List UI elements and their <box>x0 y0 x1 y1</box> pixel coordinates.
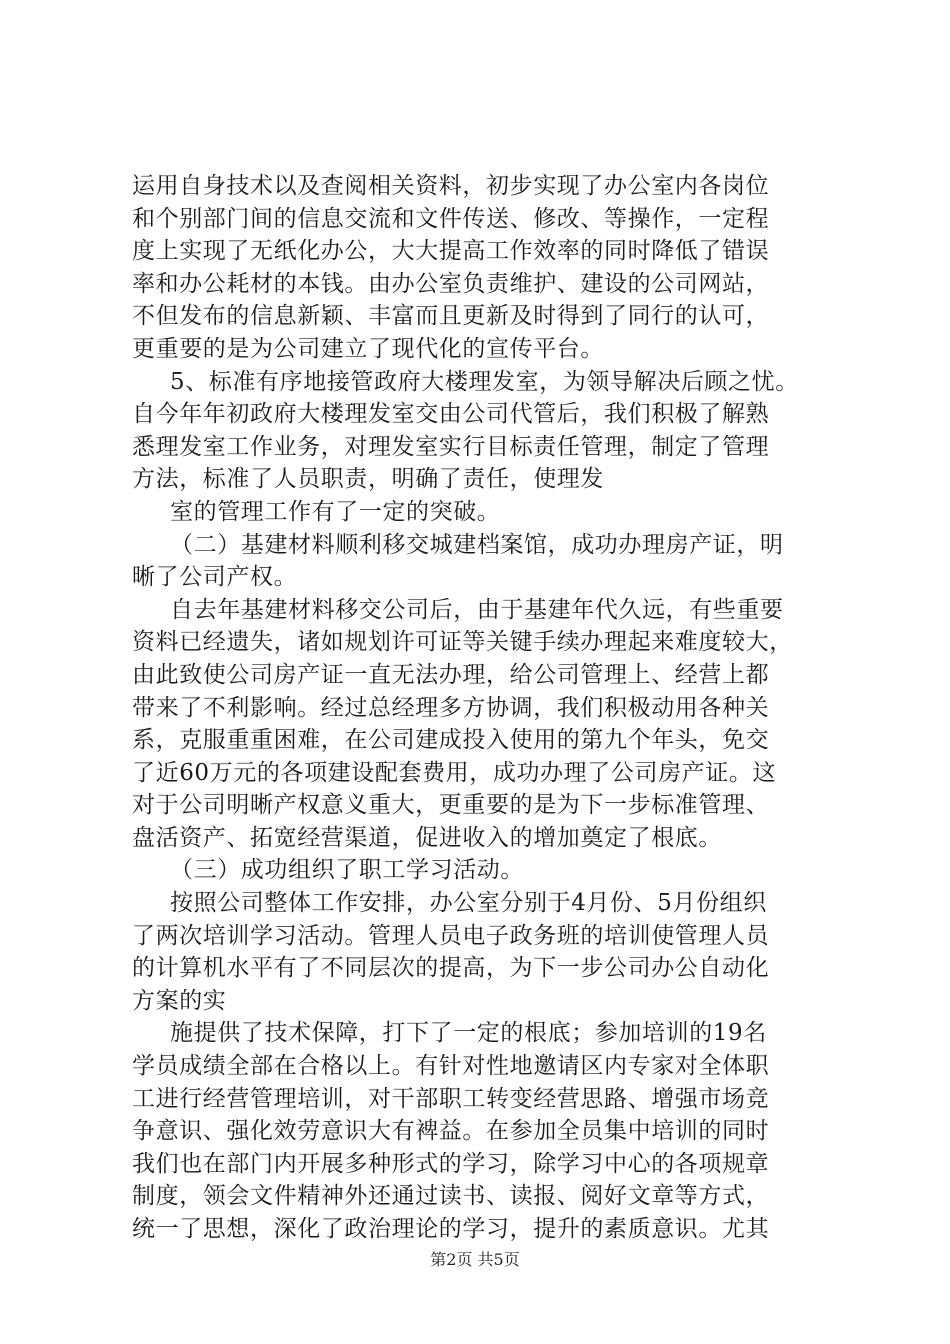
text-line: 5、标准有序地接管政府大楼理发室，为领导解决后顾之忧。 <box>170 368 799 395</box>
text-line: 对于公司明晰产权意义重大，更重要的是为下一步标准管理、 <box>132 792 770 819</box>
text-line: 度上实现了无纸化办公，大大提高工作效率的同时降低了错误 <box>132 238 770 265</box>
text-line: 资料已经遗失，诸如规划许可证等关键手续办理起来难度较大， <box>132 629 793 656</box>
text-line: 方法，标准了人员职责，明确了责任，使理发 <box>132 466 604 493</box>
text-line: 自今年年初政府大楼理发室交由公司代管后，我们积极了解熟 <box>132 401 770 428</box>
text-line: 率和办公耗材的本钱。由办公室负责维护、建设的公司网站， <box>132 270 770 297</box>
text-line: 和个别部门间的信息交流和文件传送、修改、等操作，一定程 <box>132 205 770 232</box>
text-line: 了近60万元的各项建设配套费用，成功办理了公司房产证。这 <box>132 759 777 786</box>
text-line: 的计算机水平有了不同层次的提高，为下一步公司办公自动化 <box>132 955 770 982</box>
text-line: 悉理发室工作业务，对理发室实行目标责任管理，制定了管理 <box>132 433 770 460</box>
page-number-footer: 第2页 共5页 <box>430 1250 520 1269</box>
text-line: 运用自身技术以及查阅相关资料，初步实现了办公室内各岗位 <box>132 173 770 199</box>
text-line: 盘活资产、拓宽经营渠道，促进收入的增加奠定了根底。 <box>132 824 722 851</box>
text-line: 争意识、强化效劳意识大有裨益。在参加全员集中培训的同时 <box>132 1118 770 1145</box>
text-line: 施提供了技术保障，打下了一定的根底；参加培训的19名 <box>170 1020 767 1047</box>
text-line: 统一了思想，深化了政治理论的学习，提升的素质意识。尤其 <box>132 1216 770 1242</box>
text-line: 不但发布的信息新颖、丰富而且更新及时得到了同行的认可， <box>132 303 770 330</box>
text-line: 我们也在部门内开展多种形式的学习，除学习中心的各项规章 <box>132 1150 770 1177</box>
text-line: 带来了不利影响。经过总经理多方协调，我们积极动用各种关 <box>132 694 770 721</box>
text-line: 更重要的是为公司建立了现代化的宣传平台。 <box>132 335 604 362</box>
text-line: （三）成功组织了职工学习活动。 <box>170 857 524 884</box>
text-line: 晰了公司产权。 <box>132 564 298 591</box>
text-line: 工进行经营管理培训，对干部职工转变经营思路、增强市场竞 <box>132 1085 770 1112</box>
text-line: 学员成绩全部在合格以上。有针对性地邀请区内专家对全体职 <box>132 1053 770 1080</box>
text-line: 按照公司整体工作安排，办公室分别于4月份、5月份组织 <box>170 890 767 917</box>
text-line: 自去年基建材料移交公司后，由于基建年代久远，有些重要 <box>170 596 784 623</box>
text-line: 制度，领会文件精神外还通过读书、读报、阅好文章等方式， <box>132 1183 770 1210</box>
text-line: 系，克服重重困难，在公司建成投入使用的第九个年头，免交 <box>132 727 770 754</box>
text-line: （二）基建材料顺利移交城建档案馆，成功办理房产证，明 <box>170 531 784 558</box>
text-line: 方案的实 <box>132 987 227 1014</box>
text-line: 室的管理工作有了一定的突破。 <box>170 498 501 525</box>
text-line: 了两次培训学习活动。管理人员电子政务班的培训使管理人员 <box>132 922 770 949</box>
text-line: 由此致使公司房产证一直无法办理，给公司管理上、经营上都 <box>132 661 770 688</box>
